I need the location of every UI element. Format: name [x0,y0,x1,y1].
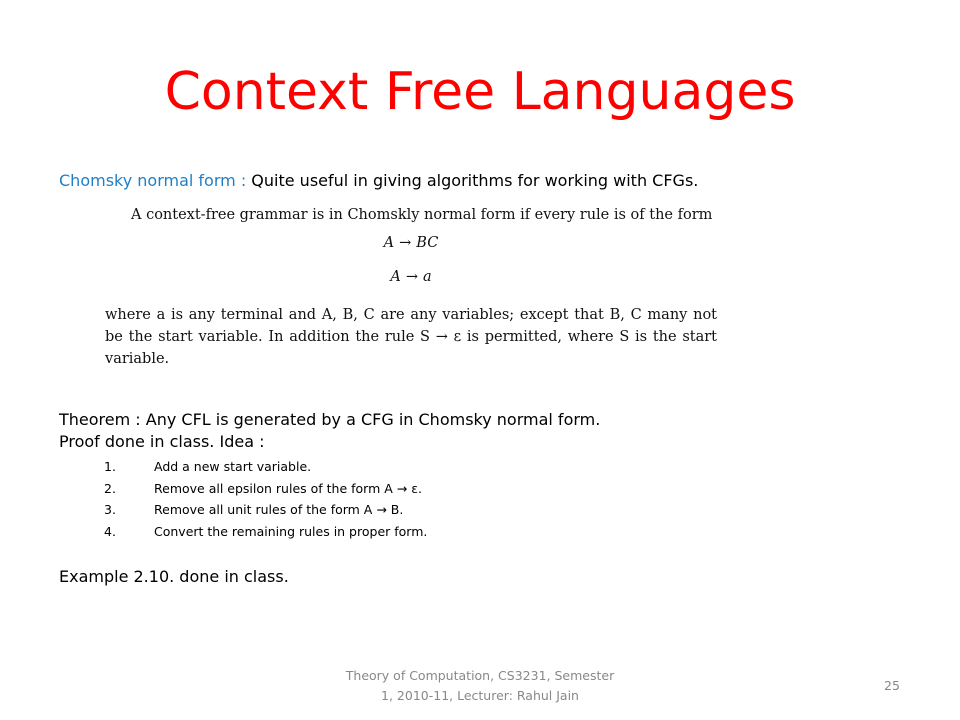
step-number: 4. [104,523,116,539]
intro-term: Chomsky normal form : [59,171,247,190]
step-number: 1. [104,459,116,474]
list-item [104,456,427,478]
slide-footer [330,666,630,706]
proof-steps-list [104,456,427,542]
footer-line-2: 1, 2010-11, Lecturer: Rahul Jain [381,688,579,703]
rule-1-rhs: BC [416,235,439,251]
proof-statement: Proof done in class. Idea : [59,432,265,451]
list-item [104,499,427,521]
footer-line-1: Theory of Computation, CS3231, Semester [345,668,615,683]
rule-1-lhs: A [383,235,395,251]
definition-line-1: A context-free grammar is in Chomskly normal form if every rule is of the form [131,207,713,223]
rule-a-to-a [105,260,717,294]
definition-excerpt [105,204,717,370]
rule-a-to-bc [105,226,717,260]
list-item [104,478,427,500]
list-item [104,521,427,543]
step-text: Convert the remaining rules in proper form. [154,523,428,539]
step-text: Remove all unit rules of the form A → B. [154,502,404,517]
step-text: Add a new start variable. [154,459,312,474]
example-note: Example 2.10. done in class. [59,567,289,586]
page-number: 25 [884,678,900,693]
rule-2-arrow: → [405,269,418,285]
intro-text: Quite useful in giving algorithms for working with CFGs. [246,171,699,190]
rule-2-lhs: A [390,269,401,285]
theorem-block [59,409,600,453]
definition-line-2: where a is any terminal and A, B, C are any variables; except that B, C many not be the start variable. In addition the rule S → ε is permitted, where S is the start variable. [105,307,717,367]
rule-1-arrow: → [399,235,412,251]
rule-2-rhs: a [422,269,432,285]
intro-line [59,169,698,193]
step-number: 2. [104,480,116,496]
slide-title: Context Free Languages [164,62,796,122]
step-number: 3. [104,502,116,517]
theorem-statement: Theorem : Any CFL is generated by a CFG in Chomsky normal form. [59,410,601,429]
step-text: Remove all epsilon rules of the form A → ε. [154,480,422,496]
